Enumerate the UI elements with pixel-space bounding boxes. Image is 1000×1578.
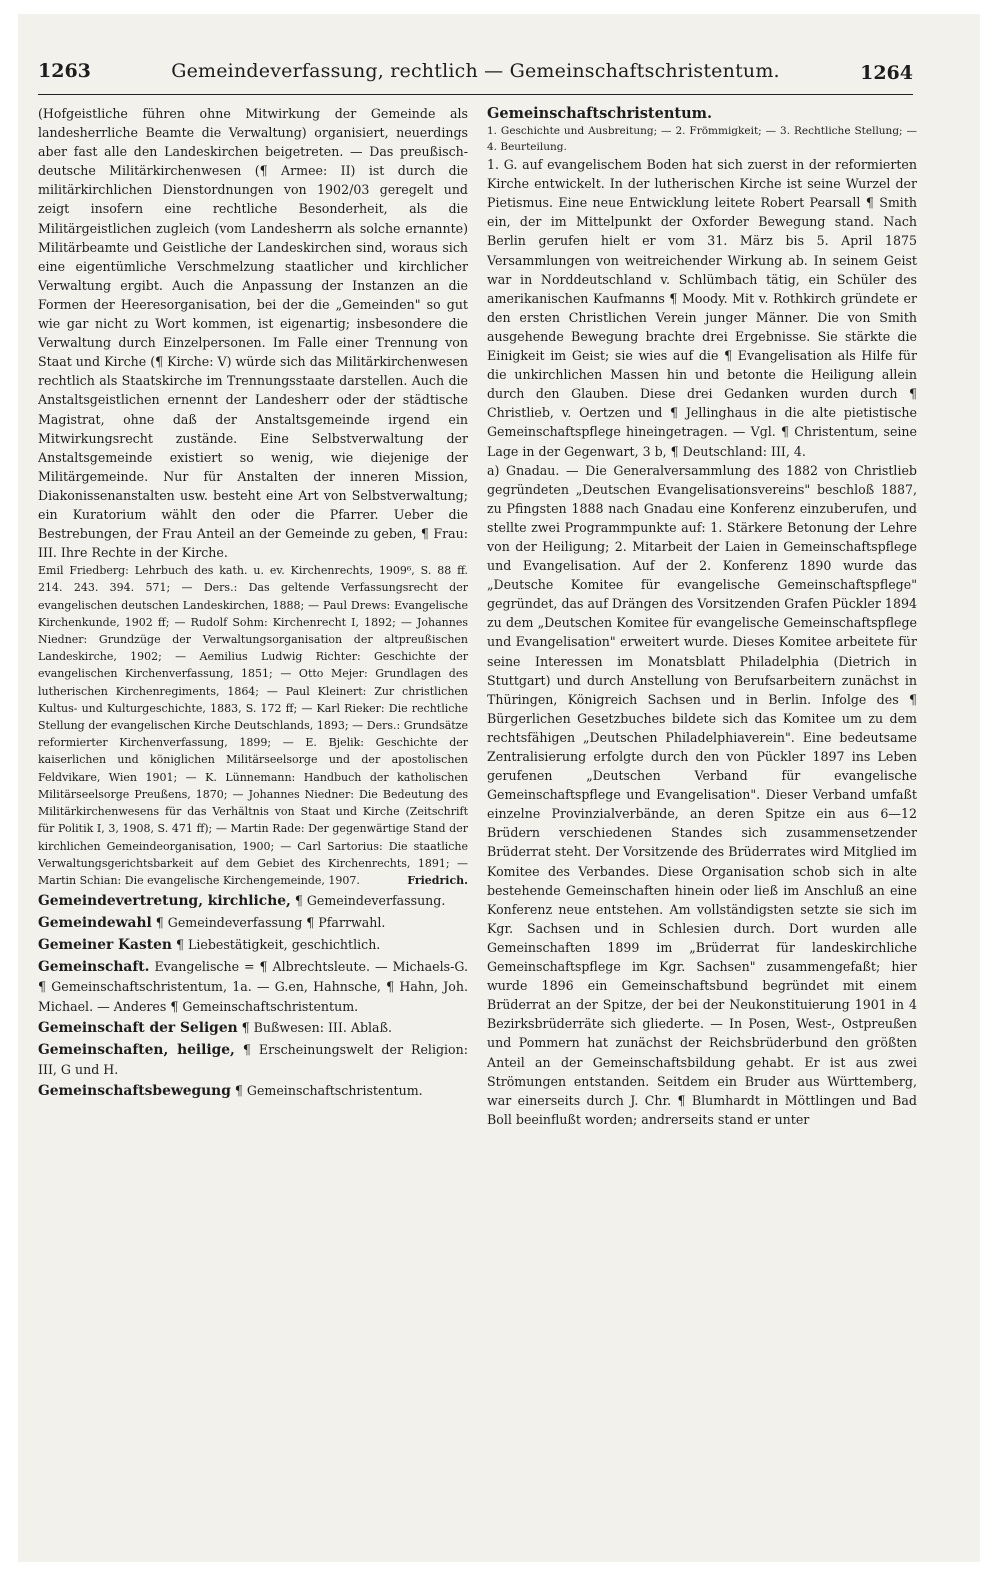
entry-keyword: Gemeinschaft der Seligen: [38, 1019, 238, 1036]
entry-reference: ¶ Liebestätigkeit, geschichtlich.: [171, 937, 381, 953]
cross-reference-list: [38, 891, 468, 1101]
entry-keyword: Gemeiner Kasten: [38, 937, 172, 954]
cross-reference-entry: [38, 1040, 468, 1079]
article-title: Gemeinschaftschristentum.: [487, 105, 713, 122]
article-paragraph-2: a) Gnadau. — Die Generalversammlung des 1882 von Christlieb gegründeten „Deutschen Evangelisationsvereins" beschloß 1887, zu Pfingsten 1888 nach Gnadau eine Konferenz einzuberufen, und stellte zwei Programmpunkte auf: 1. Stärkere Betonung der Lehre von der Heiligung; 2. Mitarbeit der Laien in Gemeinschaftspflege und Evangelisation. Auf der 2. Konferenz 1890 wurde das „Deutsche Komitee für evangelische Gemeinschaftspflege" gegründet, das auf Drängen des Vorsitzenden Grafen Pückler 1894 zu dem „Deutschen Komitee für evangelische Gemeinschaftspflege und Evangelisation" erweitert wurde. Dieses Komitee arbeitete für seine Interessen im Monatsblatt Philadelphia (Dietrich in Stuttgart) und durch Anstellung von Berufsarbeitern zunächst in Thüringen, Königreich Sachsen und in Berlin. Infolge des ¶ Bürgerlichen Gesetzbuches bildete sich das Komitee um zu dem rechtsfähigen „Deutschen Philadelphiaverein". Eine bedeutsame Zentralisierung erfolgte durch den von Pückler 1897 ins Leben gerufenen „Deutschen Verband für evangelische Gemeinschaftspflege und Evangelisation". Dieser Verband umfaßt einzelne Provinzialverbände, an deren Spitze ein aus 6—12 Brüdern verschiedenen Standes sich zusammensetzender Brüderrat steht. Der Vorsitzende des Brüderrates wird Mitglied im Komitee des Verbandes. Diese Organisation schob sich in alte bestehende Gemeinschaften hinein oder ließ im Anschluß an eine Konferenz neue entstehen. Am vollständigsten setzte sie sich im Kgr. Sachsen und in Schlesien durch. Dort wurden alle Gemeinschaften 1899 im „Brüderrat für landeskirchliche Gemeinschaftspflege im Kgr. Sachsen" zusammengefaßt; hier wurde 1896 ein Gemeinschaftsbund begründet mit einem Brüderrat an der Spitze, der bei der Neukonstituierung 1901 in 4 Bezirksbrüderräte sich gliederte. — In Posen, West-, Ostpreußen und Pommern hat zunächst der Reichsbrüderbund den größten Anteil an der Gemeinschaftsbildung gehabt. Er ist aus zwei Strömungen entstanden. Seitdem ein Bruder aus Württemberg, war einerseits durch J. Chr. ¶ Blumhardt in Möttlingen und Bad Boll beeinflußt worden; andrerseits stand er unter: [487, 462, 917, 1127]
entry-keyword: Gemeinschaftsbewegung: [38, 1082, 231, 1099]
bibliography: [38, 562, 468, 889]
entry-reference: ¶ Bußwesen: III. Ablaß.: [237, 1019, 392, 1035]
page-number-right: 1264: [860, 62, 913, 84]
article-paragraph-1: 1. G. auf evangelischem Boden hat sich zuerst in der reformierten Kirche entwickelt. In der lutherischen Kirche ist seine Wurzel der Pietismus. Eine neue Entwicklung leitete Robert Pearsall ¶ Smith ein, der im Mittelpunkt der Oxforder Bewegung stand. Nach Berlin gerufen hielt er vom 31. März bis 5. April 1875 Versammlungen von weitreichender Wirkung ab. In seinem Geist war in Norddeutschland v. Schlümbach tätig, ein Schüler des amerikanischen Kaufmanns ¶ Moody. Mit v. Rothkirch gründete er den ersten Christlichen Verein junger Männer. Die von Smith ausgehende Bewegung brachte drei Ergebnisse. Sie stärkte die Einigkeit im Geist; sie wies auf die ¶ Evangelisation als Hilfe für die unkirchlichen Massen hin und betonte die Heiligung allein durch den Glauben. Diese drei Gedanken wurden durch ¶ Christlieb, v. Oertzen und ¶ Jellinghaus in die alte pietistische Gemeinschaftspflege hineingetragen. — Vgl. ¶ Christentum, seine Lage in der Gegenwart, 3 b, ¶ Deutschland: III, 4.: [487, 157, 917, 459]
entry-reference: ¶ Erscheinungswelt der Religion: III, G und H.: [38, 1041, 468, 1077]
entry-keyword: Gemeindewahl: [38, 915, 152, 932]
entry-keyword: Gemeinschaft.: [38, 959, 150, 976]
entry-keyword: Gemeinschaften, heilige,: [38, 1041, 235, 1058]
running-title: Gemeindeverfassung, rechtlich — Gemeinschaftschristentum.: [171, 60, 780, 82]
cross-reference-entry: [38, 913, 468, 933]
left-column: [38, 104, 468, 1504]
cross-reference-entry: [38, 1081, 468, 1101]
cross-reference-entry: [38, 957, 468, 1015]
entry-keyword: Gemeindevertretung, kirchliche,: [38, 893, 291, 910]
page-header: [38, 58, 913, 90]
article-continuation: (Hofgeistliche führen ohne Mitwirkung der Gemeinde als landesherrliche Beamte die Verwaltung) organisiert, neuerdings aber fast alle den Landeskirchen beigetreten. — Das preußisch-deutsche Militärkirchenwesen (¶ Armee: II) ist durch die militärkirchlichen Dienstordnungen von 1902/03 geregelt und zeigt insofern eine rechtliche Besonderheit, als die Militärgeistlichen zugleich (vom Landesherrn als solche ernannte) Militärbeamte und Geistliche der Landeskirchen sind, woraus sich eine eigentümliche Verschmelzung staatlicher und kirchlicher Verwaltung ergibt. Auch die Anpassung der Instanzen an die Formen der Heeresorganisation, bei der die „Gemeinden" so gut wie gar nicht zu Wort kommen, ist eigenartig; insbesondere die Verwaltung durch Einzelpersonen. Im Falle einer Trennung von Staat und Kirche (¶ Kirche: V) würde sich das Militärkirchenwesen rechtlich als Staatskirche im Trennungsstaate darstellen. Auch die Anstaltsgeistlichen ernennt der Landesherr oder der städtische Magistrat, ohne daß der Anstaltsgemeinde irgend ein Mitwirkungsrecht zustände. Eine Selbstverwaltung der Anstaltsgemeinde existiert so wenig, wie diejenige der Militärgemeinde. Nur für Anstalten der inneren Mission, Diakonissenanstalten usw. besteht eine Art von Selbstverwaltung; ein Kuratorium wählt den oder die Pfarrer. Ueber die Bestrebungen, der Frau Anteil an der Gemeinde zu geben, ¶ Frau: III. Ihre Rechte in der Kirche.: [38, 106, 468, 561]
author-signature: Friedrich.: [407, 873, 468, 887]
cross-reference-entry: [38, 891, 468, 911]
entry-reference: ¶ Gemeindeverfassung.: [290, 893, 446, 909]
cross-reference-entry: [38, 935, 468, 955]
cross-reference-entry: [38, 1018, 468, 1038]
entry-reference: ¶ Gemeinschaftschristentum.: [230, 1082, 423, 1098]
article-contents: 1. Geschichte und Ausbreitung; — 2. Frömmigkeit; — 3. Rechtliche Stellung; — 4. Beurteilung.: [487, 125, 917, 154]
header-rule: [38, 94, 913, 95]
page-number-left: 1263: [38, 60, 91, 82]
bibliography-text: Emil Friedberg: Lehrbuch des kath. u. ev. Kirchenrechts, 1909⁶, S. 88 ff. 214. 243. 394. 571; — Ders.: Das geltende Verfassungsrecht der evangelischen deutschen Landeskirchen, 1888; — Paul Drews: Evangelische Kirchenkunde, 1902 ff; — Rudolf Sohm: Kirchenrecht I, 1892; — Johannes Niedner: Grundzüge der Verwaltungsorganisation der altpreußischen Landeskirche, 1902; — Aemilius Ludwig Richter: Geschichte der evangelischen Kirchenverfassung, 1851; — Otto Mejer: Grundlagen des lutherischen Kirchenregiments, 1864; — Paul Kleinert: Zur christlichen Kultus- und Kulturgeschichte, 1883, S. 172 ff; — Karl Rieker: Die rechtliche Stellung der evangelischen Kirche Deutschlands, 1893; — Ders.: Grundsätze reformierter Kirchenverfassung, 1899; — E. Bjelik: Geschichte der kaiserlichen und königlichen Militärseelsorge und der apostolischen Feldvikare, Wien 1901; — K. Lünnemann: Handbuch der katholischen Militärseelsorge Preußens, 1870; — Johannes Niedner: Die Bedeutung des Militärkirchenwesens für das Verhältnis von Staat und Kirche (Zeitschrift für Politik I, 3, 1908, S. 471 ff); — Martin Rade: Der gegenwärtige Stand der kirchlichen Gemeindeorganisation, 1900; — Carl Sartorius: Die staatliche Verwaltungsgerichtsbarkeit auf dem Gebiet des Kirchenrechts, 1891; — Martin Schian: Die evangelische Kirchengemeinde, 1907.: [38, 564, 468, 887]
entry-reference: ¶ Gemeindeverfassung ¶ Pfarrwahl.: [151, 915, 386, 931]
entry-reference: Evangelische = ¶ Albrechtsleute. — Michaels-G. ¶ Gemeinschaftschristentum, 1a. — G.en, Hahnsche, ¶ Hahn, Joh. Michael. — Anderes ¶ Gemeinschaftschristentum.: [38, 959, 468, 1014]
right-column: [487, 104, 917, 1504]
